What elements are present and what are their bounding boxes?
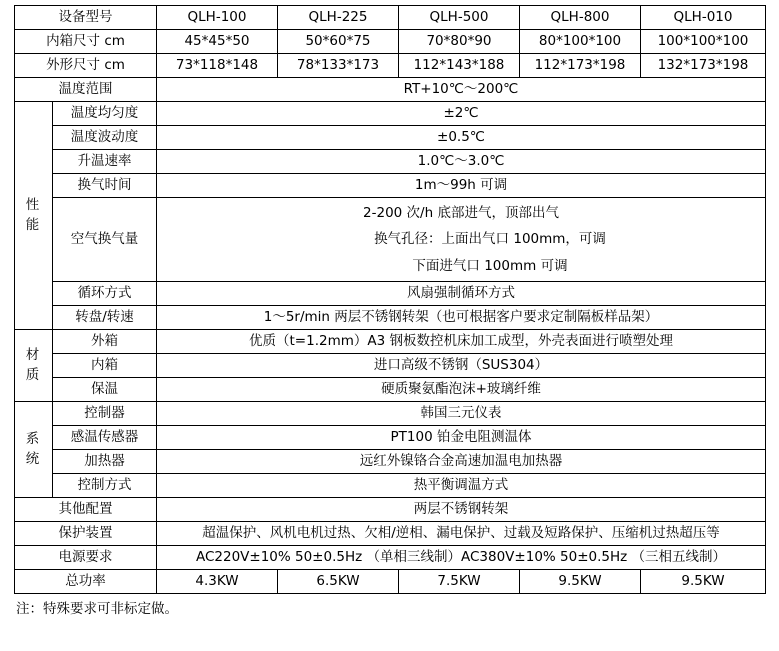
value-sensor: PT100 铂金电阻测温体	[157, 425, 766, 449]
total-power-value-5: 9.5KW	[641, 569, 766, 593]
value-heater: 远红外镍铬合金高速加温电加热器	[157, 449, 766, 473]
outer-size-value-3: 112*143*188	[399, 54, 520, 78]
category-system-label: 系 统	[25, 431, 42, 468]
inner-size-value-4: 80*100*100	[520, 30, 641, 54]
table-row-air-volume	[15, 198, 766, 282]
category-performance-label: 性 能	[25, 197, 42, 234]
inner-size-value-1: 45*45*50	[157, 30, 278, 54]
table-row-controller	[15, 401, 766, 425]
value-heating-rate: 1.0℃～3.0℃	[157, 150, 766, 174]
total-power-value-3: 7.5KW	[399, 569, 520, 593]
inner-size-value-2: 50*60*75	[278, 30, 399, 54]
air-volume-line-1: 2-200 次/h 底部进气，顶部出气	[363, 205, 559, 221]
value-other-config: 两层不锈钢转架	[157, 497, 766, 521]
sub-label-temp-uniformity: 温度均匀度	[53, 102, 157, 126]
value-control-mode: 热平衡调温方式	[157, 473, 766, 497]
air-volume-line-2: 换气孔径：上面出气口 100mm，可调	[374, 231, 606, 248]
category-system	[15, 401, 53, 497]
sub-label-inner-case: 内箱	[53, 353, 157, 377]
sub-label-controller: 控制器	[53, 401, 157, 425]
table-footnote: 注：特殊要求可非标定做。	[16, 600, 178, 617]
value-outer-case: 优质（t=1.2mm）A3 钢板数控机床加工成型，外壳表面进行喷塑处理	[157, 329, 766, 353]
table-row-control-mode	[15, 473, 766, 497]
row-label-model: 设备型号	[15, 6, 157, 30]
inner-size-value-3: 70*80*90	[399, 30, 520, 54]
row-label-outer-size: 外形尺寸 cm	[15, 54, 157, 78]
sub-label-insulation: 保温	[53, 377, 157, 401]
sub-label-outer-case: 外箱	[53, 329, 157, 353]
total-power-value-2: 6.5KW	[278, 569, 399, 593]
value-power-supply: AC220V±10% 50±0.5Hz （单相三线制）AC380V±10% 50±0.5Hz （三相五线制）	[157, 545, 766, 569]
value-air-volume	[157, 198, 766, 282]
value-temp-fluctuation: ±0.5℃	[157, 126, 766, 150]
row-label-total-power: 总功率	[15, 569, 157, 593]
table-row-circulation	[15, 281, 766, 305]
value-air-change-time: 1m～99h 可调	[157, 174, 766, 198]
table-row-insulation	[15, 377, 766, 401]
table-row-temp-uniformity	[15, 102, 766, 126]
table-row-temp-fluctuation	[15, 126, 766, 150]
table-row-temp-range	[15, 78, 766, 102]
total-power-value-1: 4.3KW	[157, 569, 278, 593]
table-row-inner-size	[15, 30, 766, 54]
table-row-protection	[15, 521, 766, 545]
outer-size-value-4: 112*173*198	[520, 54, 641, 78]
table-row-sensor	[15, 425, 766, 449]
table-row-outer-size	[15, 54, 766, 78]
sub-label-sensor: 感温传感器	[53, 425, 157, 449]
category-material	[15, 329, 53, 401]
outer-size-value-2: 78*133*173	[278, 54, 399, 78]
table-row-inner-case	[15, 353, 766, 377]
table-row-total-power	[15, 569, 766, 593]
sub-label-temp-fluctuation: 温度波动度	[53, 126, 157, 150]
table-row-outer-case	[15, 329, 766, 353]
total-power-value-4: 9.5KW	[520, 569, 641, 593]
row-label-protection: 保护装置	[15, 521, 157, 545]
value-inner-case: 进口高级不锈钢（SUS304）	[157, 353, 766, 377]
sub-label-circulation: 循环方式	[53, 281, 157, 305]
model-qlh-800: QLH-800	[520, 6, 641, 30]
value-turntable: 1～5r/min 两层不锈钢转架（也可根据客户要求定制隔板样品架）	[157, 305, 766, 329]
air-volume-line-3: 下面进气口 100mm 可调	[412, 257, 568, 274]
model-qlh-225: QLH-225	[278, 6, 399, 30]
value-circulation: 风扇强制循环方式	[157, 281, 766, 305]
specification-table	[14, 5, 766, 594]
model-qlh-010: QLH-010	[641, 6, 766, 30]
row-label-other-config: 其他配置	[15, 497, 157, 521]
row-label-inner-size: 内箱尺寸 cm	[15, 30, 157, 54]
table-row-heating-rate	[15, 150, 766, 174]
value-temp-uniformity: ±2℃	[157, 102, 766, 126]
sub-label-air-volume: 空气换气量	[53, 198, 157, 282]
row-label-temp-range: 温度范围	[15, 78, 157, 102]
table-row-air-change-time	[15, 174, 766, 198]
sub-label-heating-rate: 升温速率	[53, 150, 157, 174]
table-row-heater	[15, 449, 766, 473]
category-material-label: 材 质	[25, 347, 42, 384]
value-insulation: 硬质聚氨酯泡沫+玻璃纤维	[157, 377, 766, 401]
outer-size-value-5: 132*173*198	[641, 54, 766, 78]
model-qlh-100: QLH-100	[157, 6, 278, 30]
table-row-turntable	[15, 305, 766, 329]
value-controller: 韩国三元仪表	[157, 401, 766, 425]
inner-size-value-5: 100*100*100	[641, 30, 766, 54]
table-row-model	[15, 6, 766, 30]
category-performance	[15, 102, 53, 330]
value-protection: 超温保护、风机电机过热、欠相/逆相、漏电保护、过载及短路保护、压缩机过热超压等	[157, 521, 766, 545]
sub-label-turntable: 转盘/转速	[53, 305, 157, 329]
model-qlh-500: QLH-500	[399, 6, 520, 30]
sub-label-control-mode: 控制方式	[53, 473, 157, 497]
row-label-power-supply: 电源要求	[15, 545, 157, 569]
table-row-other-config	[15, 497, 766, 521]
outer-size-value-1: 73*118*148	[157, 54, 278, 78]
table-row-power-supply	[15, 545, 766, 569]
sub-label-heater: 加热器	[53, 449, 157, 473]
temp-range-value: RT+10℃～200℃	[157, 78, 766, 102]
sub-label-air-change-time: 换气时间	[53, 174, 157, 198]
